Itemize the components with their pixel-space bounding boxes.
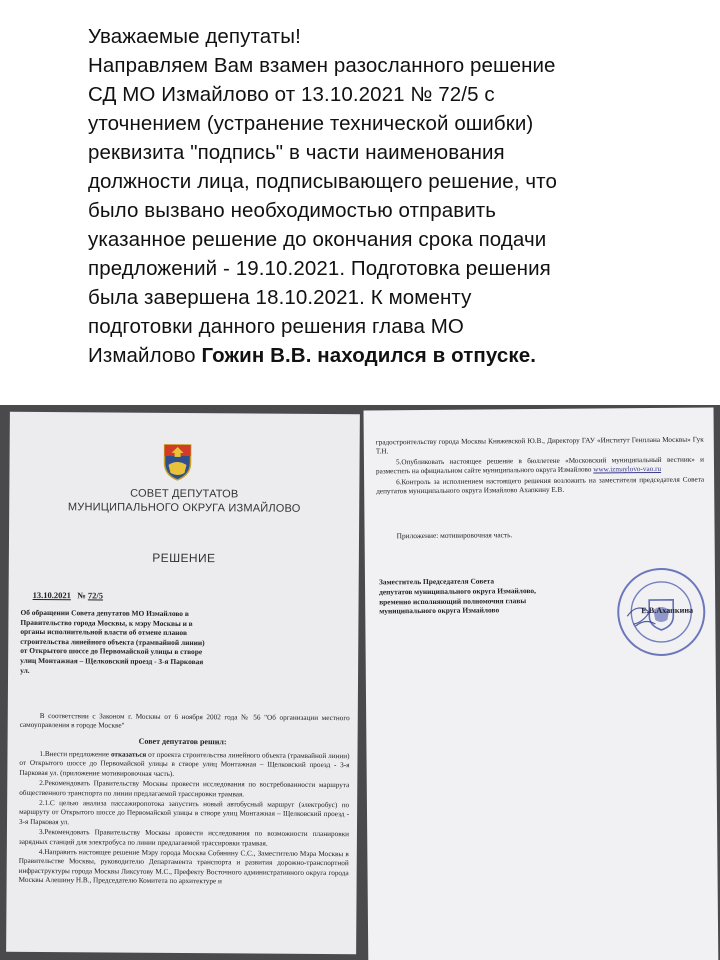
district-title: МУНИЦИПАЛЬНОГО ОКРУГА ИЗМАЙЛОВО [67,501,301,515]
intro-line-last [88,341,698,370]
signer-name: Е.В.Ахапкина [641,605,694,616]
left-document-photo [0,405,362,960]
preamble-text: В соответствии с Законом г. Москвы от 6 ноября 2002 года № 56 "Об организации местного самоуправления в городе Москве" [19,712,350,730]
appendix-note: Приложение: мотивировочная часть. [396,530,513,541]
intro-line: Направляем Вам взамен разосланного решение [88,54,556,77]
resolved-heading: Совет депутатов решил: [138,736,227,747]
continued-points [376,436,705,498]
signature-line: муниципального округа Измайлово [379,605,500,616]
decision-title: РЕШЕНИЕ [152,550,216,566]
point-3: 3.Рекомендовать Правительству Москвы провести исследования по возможности планировки зарядных станций для электробуса по линии предлагаемой трассировки трамвая. [18,828,349,848]
right-document-photo [362,405,720,960]
intro-line: СД МО Измайлово от 13.10.2021 № 72/5 с [88,83,495,106]
intro-line: подготовки данного решения глава МО [88,315,464,338]
point-1-rest: от проекта строительства линейного объекта (трамвайной линии) от Открытого шоссе до Первомайской улицы в створе улиц Монтажная – Щелковский проезд - 3-я Парковая ул. (приложение мотивировочная часть). [19,750,350,778]
preamble [20,712,350,734]
decision-points [19,750,350,889]
intro-line: должности лица, подписывающего решение, что [88,170,557,193]
signature-block [379,575,609,616]
intro-line: Уважаемые депутаты! [88,25,301,48]
signature-line: Заместитель Председателя Совета [378,576,495,587]
intro-bold: Гожин В.В. находился в отпуске. [201,344,537,367]
intro-line: реквизита "подпись" в части наименования [88,141,505,164]
decision-number: 72/5 [87,590,104,601]
point-2-1: 2.1.С целью анализа пассажиропотока запустить новый автобусный маршрут (электробус) по маршруту от Открытого шоссе до Первомайской улицы в створе улиц Монтажная – Щелковский проезд - 3-я Парковая ул. [18,799,350,827]
intro-line: была завершена 18.10.2021. К моменту [88,286,472,309]
intro-plain: Измайлово [88,344,202,367]
council-title: СОВЕТ ДЕПУТАТОВ [130,487,239,501]
coat-of-arms-icon [162,443,192,481]
decision-date-number [33,590,103,600]
intro-text [88,22,698,370]
number-sign: № [77,590,86,601]
point-5 [376,455,704,477]
left-document-page [6,412,360,954]
point-6: 6.Контроль за исполнением настоящего решения возложить на заместителя председателя Совета депутатов муниципального округа Измайлово Ахапкину Е.В. [376,475,705,496]
website-link: www.izmaylovo-vao.ru [593,465,662,474]
point-1 [19,750,349,781]
intro-line: уточнением (устранение технической ошибки) [88,112,534,135]
point-1-text: 1.Внести предложение [39,750,111,759]
decision-date: 13.10.2021 [32,589,71,601]
intro-line: предложений - 19.10.2021. Подготовка решения [88,257,551,280]
signature-line: депутатов муниципального округа Измайлово, [379,585,536,597]
continued-text: градостроительству города Москвы Княжевской Ю.В., Директору ГАУ «Институт Генплана Москвы» Гук Т.Н. [375,435,704,456]
decision-subject: Об обращении Совета депутатов МО Измайлово в Правительство города Москвы, к мэру Москвы и в органы исполнительной власти об отмене планов строительства линейного объекта (трамвайной линии) от Открытого шоссе до Первомайской улицы в створе улиц Монтажная – Щелковский проезд - 3-я Парковая ул. [20,607,205,675]
point-4: 4.Направить настоящее решение Мэру города Москва Собянину С.С., Заместителю Мэра Москвы в Правительстве Москвы, руководителю Департамента транспорта и развития дорожно-транспортной инфраструктуры города Москвы Ликсутову М.С., Префекту Восточного административного округа города Москвы Алешину Н.В., Председателю Комитета по архитектуре и [18,848,349,886]
signature-line: временно исполняющий полномочия главы [379,595,527,607]
intro-line: указанное решение до окончания срока подачи [88,228,547,251]
point-1-bold: отказаться [110,750,147,759]
intro-line: было вызвано необходимостью отправить [88,199,497,222]
point-2: 2.Рекомендовать Правительству Москвы провести исследования по востребованности маршрута общественного транспорта по линии предлагаемой трассировки трамвая. [19,779,350,799]
point-5-text: 5.Опубликовать настоящее решение в бюллетене «Московский муниципальный вестник» и разместить на официальном сайте муниципального округа Измайлово [375,455,704,476]
right-document-page [363,407,718,960]
